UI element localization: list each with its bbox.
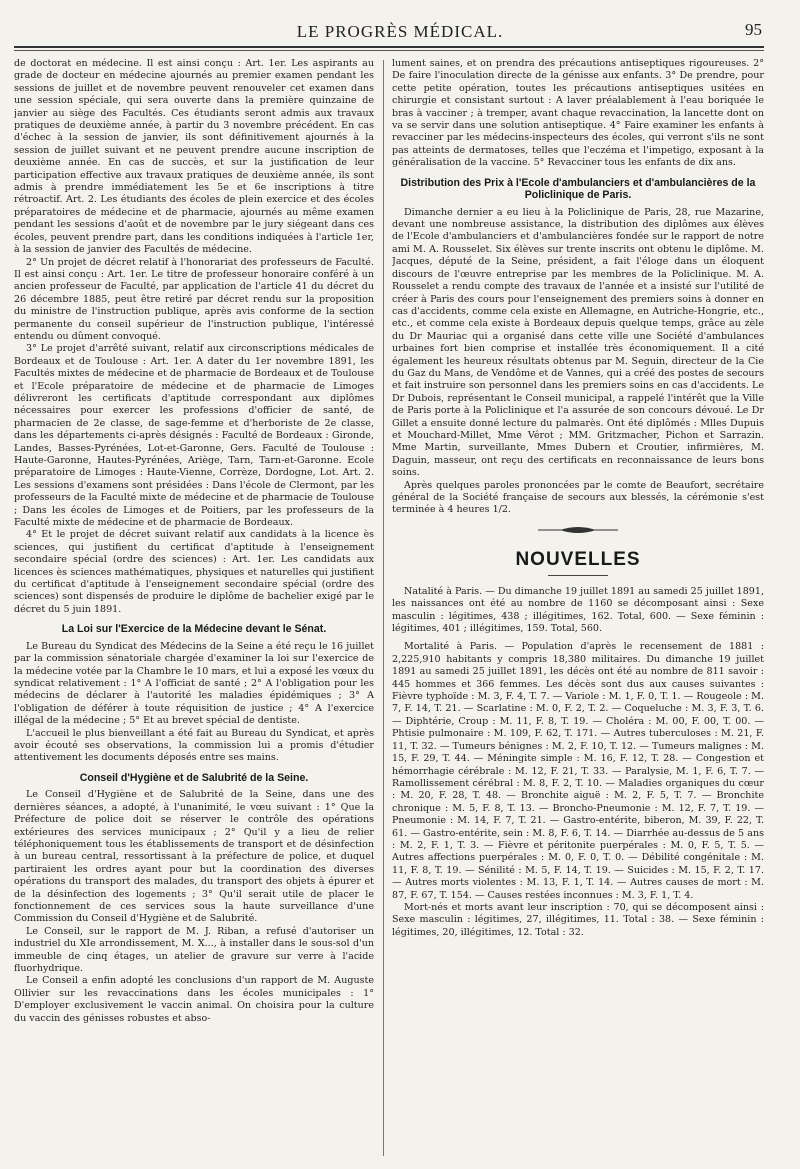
paragraph-loi-2: L'accueil le plus bienveillant a été fait au Bureau du Syndicat, et après avoir écouté ses observations, la commission lui a promis d'étudier attentivement les documents déposés entre ses mains. <box>14 727 374 764</box>
section-ornament <box>392 523 764 537</box>
paragraph-licence: 4° Et le projet de décret suivant relatif aux candidats à la licence ès sciences, qui justifient du certificat d'aptitude à l'enseignement secondaire spécial (ordre des sciences) : Art. 1er. Les candidats aux licences ès sciences mathématiques, physiques et naturelles qui justifient du certificat d'aptitude à l'enseignement secondaire spécial (ordre des sciences) sont dispensés de produire le diplôme de bachelier exigé par le décret du 5 juin 1891. <box>14 529 374 615</box>
heading-loi-senat: La Loi sur l'Exercice de la Médecine devant le Sénat. <box>61 623 327 636</box>
right-column <box>392 58 764 1160</box>
paragraph-distribution-1: Dimanche dernier a eu lieu à la Policlinique de Paris, 28, rue Mazarine, devant une nombreuse assistance, la distribution des diplômes aux élèves de l'Ecole d'ambulanciers et d'ambulancières fondée sur le rapport de notre ami M. A. Rousselet. Six élèves sur trente inscrits ont obtenu le diplôme. M. Jacques, député de la Seine, président, a fait l'éloge dans un éloquent discours de l'œuvre entreprise par les membres de la Policlinique. M. A. Rousselet a rendu compte des travaux de l'année et a insisté sur l'utilité de créer à Paris des cours pour l'enseignement des premiers soins à donner en cas d'accidents, comme cela existe en Allemagne, en Autriche-Hongrie, etc., etc., et comme cela existe à Bordeaux depuis quelque temps, grâce au zèle du Dr Mauriac qui a organisé dans cette ville une Société d'ambulances urbaines fort bien comprise et installée très économiquement. Il a cité également les heureux résultats obtenus par M. Seguin, directeur de la Cie du Gaz du Mans, de Vendôme et de Vannes, qui a créé des postes de secours et fait instruire son personnel dans les premiers soins en cas d'accidents. Le Dr Dubois, représentant le Conseil municipal, a rappelé l'intérêt que la Ville de Paris porte à la Policlinique et l'a assurée de son concours dévoué. Le Dr Gillet a ensuite donné lecture du palmarès. Ont été diplômés : Mlles Dupuis et Mouchard-Millet, Mme Vérot ; MM. Gritzmacher, Pichon et Sarrazin. Mme Martin, surveillante, Mmes Dubern et Croutier, infirmières, M. Daguin, masseur, ont reçu des certificats en reconnaissance de leurs bons soins. <box>392 206 764 479</box>
left-column <box>14 58 374 1160</box>
paragraph-conseil-1: Le Conseil d'Hygiène et de Salubrité de la Seine, dans une des dernières séances, a adopté, à l'unanimité, le vœu suivant : 1° Que la Préfecture de police doit se réserver le contrôle des opérations extérieures des services municipaux ; 2° Qu'il y a lieu de relier téléphoniquement tous les établissements de transport et de désinfection à un bureau central, ressortissant à la préfecture de police, et duquel partiraient les ordres ayant pour but la coordination des diverses opérations du transport des malades, du transport des objets à épurer et de la désinfection des logements ; 3° Qu'il serait utile de placer le fonctionnement de ces services sous la haute surveillance d'une Commission du Conseil d'Hygiène et de Salubrité. <box>14 789 374 925</box>
heading-nouvelles: NOUVELLES <box>515 548 641 570</box>
nouvelles-rule <box>548 575 608 576</box>
heading-conseil-hygiene: Conseil d'Hygiène et de Salubrité de la Seine. <box>79 771 309 784</box>
paragraph-vaccination-cont: lument saines, et on prendra des précautions antiseptiques rigoureuses. 2° De faire l'inoculation directe de la génisse aux enfants. 3° De prendre, pour cette petite opération, toutes les précautions antiseptiques usitées en chirurgie et consistant surtout : A laver préalablement à l'eau boriquée le bras à vacciner ; à tremper, avant chaque revaccination, la lancette dont on va se servir dans une solution antiseptique. 4° Faire examiner les enfants à revacciner par les médecins-inspecteurs des écoles, qui verront s'ils ne sont pas atteints de dermatoses, telles que l'eczéma et l'impetigo, exposant à la généralisation de la vaccine. 5° Revacciner tous les enfants de dix ans. <box>392 58 764 169</box>
paragraph-mortalite: Mortalité à Paris. — Population d'après le recensement de 1881 : 2,225,910 habitants y compris 18,380 militaires. Du dimanche 19 juillet 1891 au samedi 25 juillet 1891, les décès ont été au nombre de 811 savoir : 445 hommes et 366 femmes. Les décès sont dus aux causes suivantes : Fièvre typhoïde : M. 3, F. 4, T. 7. — Variole : M. 1, F. 0, T. 1. — Rougeole : M. 7, F. 14, T. 21. — Scarlatine : M. 0, F. 2, T. 2. — Coqueluche : M. 3, F. 3, T. 6. — Diphtérie, Croup : M. 11, F. 8, T. 19. — Choléra : M. 00, F. 00, T. 00. — Phtisie pulmonaire : M. 109, F. 62, T. 171. — Autres tuberculoses : M. 21, F. 11, T. 32. — Tumeurs bénignes : M. 2, F. 10, T. 12. — Tumeurs malignes : M. 15, F. 29, T. 44. — Méningite simple : M. 16, F. 12, T. 28. — Congestion et hémorrhagie cérébrale : M. 12, F. 21, T. 33. — Paralysie, M. 1, F. 6, T. 7. — Ramollissement cérébral : M. 8, F. 2, T. 10. — Maladies organiques du cœur : M. 20, F. 28, T. 48. — Bronchite aiguë : M. 2, F. 5, T. 7. — Bronchite chronique : M. 5, F. 8, T. 13. — Broncho-Pneumonie : M. 12, F. 7, T. 19. — Pneumonie : M. 14, F. 7, T. 21. — Gastro-entérite, biberon, M. 39, F. 22, T. 61. — Gastro-entérite, sein : M. 8, F. 6, T. 14. — Diarrhée au-dessus de 5 ans : M. 2, F. 1, T. 3. — Fièvre et péritonite puerpérales : M. 0, F. 5, T. 5. — Autres affections puerpérales : M. 0, F. 0, T. 0. — Débilité congénitale : M. 11, F. 8, T. 19. — Sénilité : M. 5, F. 14, T. 19. — Suicides : M. 15, F. 2, T. 17. — Autres morts violentes : M. 13, F. 1, T. 14. — Autres causes de mort : M. 87, F. 67, T. 154. — Causes restées inconnues : M. 3, F. 1, T. 4. <box>392 641 764 901</box>
paragraph-honorariat: 2° Un projet de décret relatif à l'honorariat des professeurs de Faculté. Il est ainsi conçu : Art. 1er. Le titre de professeur honoraire conféré à un ancien professeur de Faculté, par application de l'article 41 du décret du 26 décembre 1885, peut être retiré par décret rendu sur la proposition du ministre de l'instruction publique, après avis conforme de la section permanente du conseil supérieur de l'instruction publique, l'intéressé entendu ou dûment convoqué. <box>14 256 374 342</box>
paragraph-loi-1: Le Bureau du Syndicat des Médecins de la Seine a été reçu le 16 juillet par la commission sénatoriale chargée d'examiner la loi sur l'exercice de la médecine votée par la Chambre le 10 mars, et lui a exposé les vœux du syndicat relativement : 1° A l'officiat de santé ; 2° A l'obligation pour les médecins de déclarer à l'autorité les maladies épidémiques ; 3° A l'obligation de déférer à toute réquisition de justice ; 4° A l'exercice illégal de la médecine ; 5° Et au brevet spécial de dentiste. <box>14 640 374 727</box>
paragraph-distribution-2: Après quelques paroles prononcées par le comte de Beaufort, secrétaire général de la Société française de secours aux blessés, la cérémonie s'est terminée à 4 heures 1/2. <box>392 479 764 516</box>
column-divider <box>383 60 384 1156</box>
header-rule <box>14 46 764 48</box>
heading-distribution-prix: Distribution des Prix à l'Ecole d'ambulanciers et d'ambulancières de la Policlinique de Paris. <box>400 176 756 202</box>
page-number: 95 <box>745 20 762 39</box>
header-rule-thin <box>14 50 764 51</box>
page-header <box>0 0 800 50</box>
paragraph-mort-nes: Mort-nés et morts avant leur inscription : 70, qui se décomposent ainsi : Sexe masculin : légitimes, 27, illégitimes, 11. Total : 38. — Sexe féminin : légitimes, 20, illégitimes, 12. Total : 32. <box>392 901 764 938</box>
paragraph-natalite: Natalité à Paris. — Du dimanche 19 juillet 1891 au samedi 25 juillet 1891, les naissances ont été au nombre de 1160 se décomposant ainsi : Sexe masculin : légitimes, 438 ; illégitimes, 162. Total, 600. — Sexe féminin : légitimes, 401 ; illégitimes, 159. Total, 560. <box>392 585 764 635</box>
paragraph-circonscriptions: 3° Le projet d'arrêté suivant, relatif aux circonscriptions médicales de Bordeaux et de Toulouse : Art. 1er. A dater du 1er novembre 1891, les Facultés mixtes de médecine et de pharmacie de Bordeaux et de Toulouse et l'Ecole préparatoire de médecine et de pharmacie de Limoges délivreront les certificats d'aptitude correspondant aux diplômes nécessaires pour exercer les professions d'officier de santé, de pharmacien de 2e classe, de sage-femme et d'herboriste de 2e classe, dans les départements ci-après désignés : Faculté de Bordeaux : Gironde, Landes, Basses-Pyrénées, Lot-et-Garonne, Gers. Faculté de Toulouse : Haute-Garonne, Hautes-Pyrénées, Ariège, Tarn, Tarn-et-Garonne. Ecole préparatoire de Limoges : Haute-Vienne, Corrèze, Dordogne, Lot. Art. 2. Les sessions d'examens sont présidées : Dans l'école de Clermont, par les professeurs de la Faculté mixte de médecine et de pharmacie de Toulouse ; Dans les écoles de Limoges et de Poitiers, par les professeurs de la Faculté mixte de médecine et de pharmacie de Bordeaux. <box>14 343 374 529</box>
journal-title: LE PROGRÈS MÉDICAL. <box>296 22 504 41</box>
paragraph-doctorat: de doctorat en médecine. Il est ainsi conçu : Art. 1er. Les aspirants au grade de docteur en médecine ajournés au premier examen pendant les sessions de juillet et de novembre peuvent renouveler cet examen dans une session spéciale, qui sera ouverte dans la première quinzaine de janvier au siège des Facultés. Ces étudiants seront admis aux travaux pratiques de deuxième année, à partir du 3 novembre précédent. En cas d'échec à la session de janvier, ils sont définitivement ajournés à la session de juillet suivant et ne peuvent prendre aucune inscription de deuxième année. En cas de succès, et sur la justification de leur participation effective aux travaux pratiques de deuxième année, ils sont admis à prendre immédiatement les 5e et 6e inscriptions à titre rétroactif. Art. 2. Les étudiants des écoles de plein exercice et des écoles préparatoires de médecine et de pharmacie, ajournés au même examen pendant les sessions d'août et de novembre par le jury siégeant dans ces écoles, peuvent prendre part, dans les conditions indiquées à l'article 1er, à la session de janvier des Facultés de médecine. <box>14 58 374 256</box>
paragraph-conseil-3: Le Conseil a enfin adopté les conclusions d'un rapport de M. Auguste Ollivier sur les revaccinations dans les écoles municipales : 1° D'employer exclusivement le vaccin animal. On choisira pour la culture du vaccin des génisses robustes et abso- <box>14 975 374 1024</box>
paragraph-conseil-2: Le Conseil, sur le rapport de M. J. Riban, a refusé d'autoriser un industriel du XIe arrondissement, M. X..., à installer dans le sous-sol d'un immeuble de cinq étages, un atelier de gravure sur verre à l'acide fluorhydrique. <box>14 925 374 975</box>
